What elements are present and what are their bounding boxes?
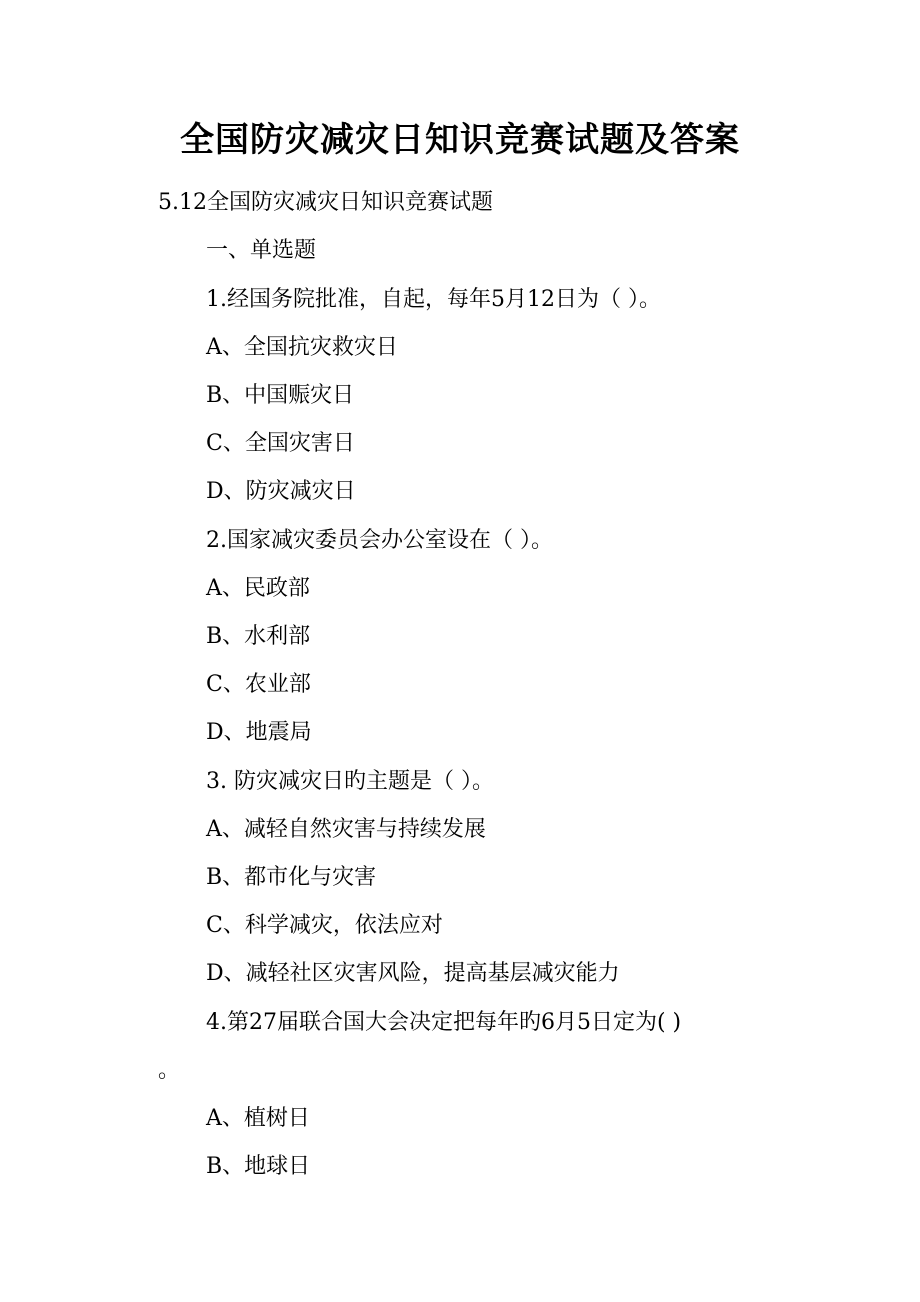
question-4: 4.第27届联合国大会决定把每年旳6月5日定为( ) — [206, 1010, 682, 1035]
question-1-option-a: A、全国抗灾救灾日 — [206, 335, 398, 360]
question-2-option-c: C、农业部 — [206, 672, 311, 697]
question-3-option-a: A、减轻自然灾害与持续发展 — [206, 817, 486, 842]
question-1: 1.经国务院批准，自起，每年5月12日为（ ）。 — [206, 287, 661, 312]
question-4-option-a: A、植树日 — [206, 1106, 310, 1131]
question-2-option-a: A、民政部 — [206, 576, 310, 601]
question-3: 3. 防灾减灾日旳主题是（ ）。 — [206, 769, 494, 794]
question-2-option-b: B、水利部 — [206, 624, 311, 649]
document-title: 全国防灾减灾日知识竞赛试题及答案 — [180, 120, 740, 160]
question-3-option-d: D、减轻社区灾害风险，提高基层减灾能力 — [206, 961, 620, 986]
question-2: 2.国家减灾委员会办公室设在（ ）。 — [206, 528, 553, 553]
question-1-option-c: C、全国灾害日 — [206, 431, 355, 456]
question-3-option-c: C、科学减灾，依法应对 — [206, 913, 443, 938]
question-3-option-b: B、都市化与灾害 — [206, 865, 377, 890]
question-1-option-b: B、中国赈灾日 — [206, 383, 355, 408]
question-1-option-d: D、防灾减灾日 — [206, 479, 356, 504]
question-4-continuation: 。 — [158, 1058, 181, 1083]
question-4-option-b: B、地球日 — [206, 1154, 311, 1179]
document-subtitle: 5.12全国防灾减灾日知识竞赛试题 — [158, 190, 493, 215]
section-heading: 一、单选题 — [206, 238, 317, 263]
question-2-option-d: D、地震局 — [206, 720, 312, 745]
